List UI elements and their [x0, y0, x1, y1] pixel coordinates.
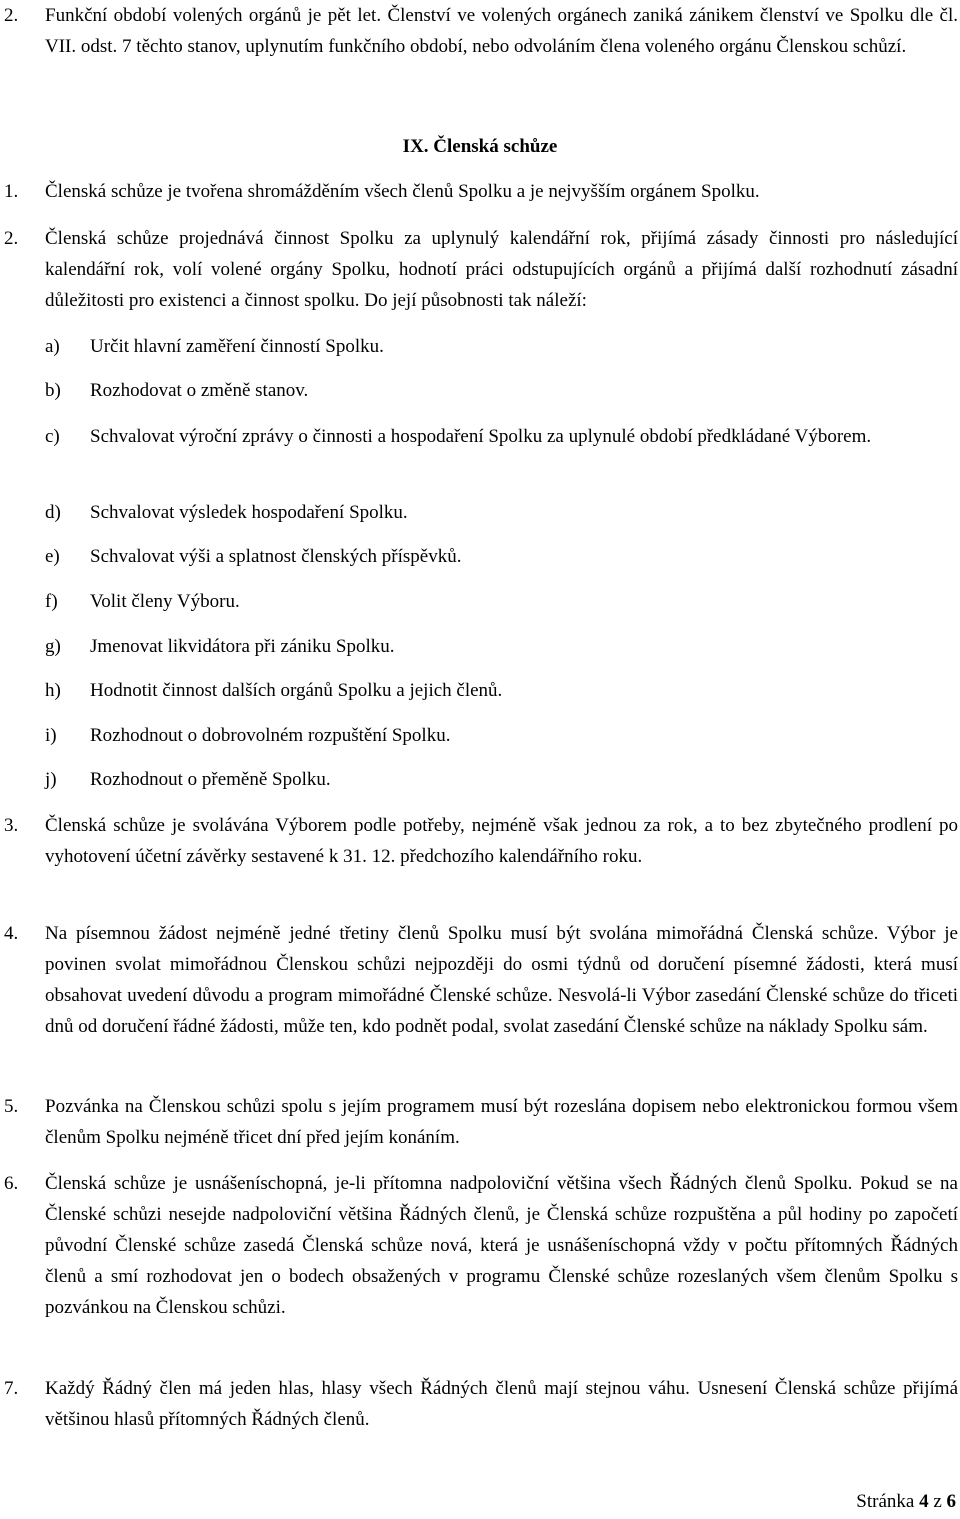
list-item — [45, 541, 958, 572]
list-item — [45, 586, 958, 617]
list-item — [45, 631, 958, 662]
paragraph-text: Členská schůze projednává činnost Spolku za uplynulý kalendářní rok, přijímá zásady činnosti pro následující kalendářní rok, volí volené orgány Spolku, hodnotí práci odstupujících orgánů a přijímá další rozhodnutí zásadní důležitosti pro existenci a činnost spolku. Do její působnosti tak náleží: — [45, 228, 958, 311]
list-item-letter: f) — [45, 591, 58, 612]
list-item-text: Určit hlavní zaměření činností Spolku. — [90, 336, 384, 357]
list-item-letter: c) — [45, 426, 60, 447]
list-item-text: Hodnotit činnost dalších orgánů Spolku a jejich členů. — [90, 680, 503, 701]
paragraph-number: 3. — [4, 815, 19, 836]
paragraph-number: 6. — [4, 1173, 19, 1194]
paragraph-2-terms — [0, 0, 958, 62]
list-item — [45, 421, 958, 452]
list-item — [45, 675, 958, 706]
paragraph-number: 2. — [4, 228, 19, 249]
paragraph-3 — [0, 810, 958, 872]
list-item-text: Rozhodovat o změně stanov. — [90, 380, 309, 401]
list-item-letter: h) — [45, 680, 61, 701]
list-item-text: Rozhodnout o dobrovolném rozpuštění Spolku. — [90, 725, 451, 746]
paragraph-text: Každý Řádný člen má jeden hlas, hlasy všech Řádných členů mají stejnou váhu. Usnesení Členská schůze přijímá většinou hlasů přítomných Řádných členů. — [45, 1378, 958, 1430]
current-page: 4 — [919, 1491, 929, 1512]
list-item-letter: e) — [45, 546, 60, 567]
paragraph-text: Členská schůze je tvořena shromážděním všech členů Spolku a je nejvyšším orgánem Spolku. — [45, 181, 760, 202]
list-item-letter: i) — [45, 725, 57, 746]
paragraph-1 — [0, 176, 958, 207]
list-item — [45, 375, 958, 406]
paragraph-text: Členská schůze je svolávána Výborem podle potřeby, nejméně však jednou za rok, a to bez zbytečného prodlení po vyhotovení účetní závěrky sestavené k 31. 12. předchozího kalendářního roku. — [45, 815, 958, 867]
list-item-letter: a) — [45, 336, 60, 357]
list-item — [45, 497, 958, 528]
list-item-text: Schvalovat výroční zprávy o činnosti a hospodaření Spolku za uplynulé období předkládané Výborem. — [90, 426, 872, 447]
paragraph-text: Pozvánka na Členskou schůzi spolu s jejím programem musí být rozeslána dopisem nebo elektronickou formou všem členům Spolku nejméně třicet dní před jejím konáním. — [45, 1096, 958, 1148]
list-item — [45, 331, 958, 362]
paragraph-4 — [0, 918, 958, 1042]
paragraph-number: 4. — [4, 923, 19, 944]
paragraph-number: 1. — [4, 181, 19, 202]
paragraph-text: Funkční období volených orgánů je pět let. Členství ve volených orgánech zaniká zánikem členství ve Spolku dle čl. VII. odst. 7 těchto stanov, uplynutím funkčního období, nebo odvoláním člena voleného orgánu Členskou schůzí. — [45, 5, 958, 57]
paragraph-7 — [0, 1373, 958, 1435]
list-item-text: Volit členy Výboru. — [90, 591, 240, 612]
list-item-letter: g) — [45, 636, 61, 657]
paragraph-5 — [0, 1091, 958, 1153]
list-item-letter: d) — [45, 502, 61, 523]
paragraph-text: Na písemnou žádost nejméně jedné třetiny členů Spolku musí být svolána mimořádná Členská schůze. Výbor je povinen svolat mimořádnou Členskou schůzi nejpozději do osmi týdnů od doručení písemné žádosti, která musí obsahovat uvedení důvodu a program mimořádné Členské schůze. Nesvolá-li Výbor zasedání Členské schůze do třiceti dnů od doručení řádné žádosti, může ten, kdo podnět podal, svolat zasedání Členské schůze na náklady Spolku sám. — [45, 923, 958, 1037]
list-item-text: Schvalovat výsledek hospodaření Spolku. — [90, 502, 408, 523]
list-item-letter: j) — [45, 769, 57, 790]
list-item-text: Schvalovat výši a splatnost členských příspěvků. — [90, 546, 462, 567]
page-separator: z — [933, 1491, 942, 1512]
page-label: Stránka — [856, 1491, 915, 1512]
paragraph-number: 5. — [4, 1096, 19, 1117]
page-number-footer — [856, 1489, 956, 1515]
paragraph-6 — [0, 1168, 958, 1323]
list-item — [45, 720, 958, 751]
paragraph-number: 2. — [4, 5, 19, 26]
total-pages: 6 — [946, 1491, 956, 1512]
list-item-letter: b) — [45, 380, 61, 401]
paragraph-2 — [0, 223, 958, 316]
list-item-text: Jmenovat likvidátora při zániku Spolku. — [90, 636, 395, 657]
paragraph-text: Členská schůze je usnášeníschopná, je-li přítomna nadpoloviční většina všech Řádných členů Spolku. Pokud se na Členské schůzi nesejde nadpoloviční většina Řádných členů, je Členská schůze rozpuštěna a půl hodiny po započetí původní Členské schůze zasedá Členská schůze nová, která je usnášeníschopná vždy v počtu přítomných Řádných členů a smí rozhodovat jen o bodech obsažených v programu Členské schůze rozeslaných všem členům Spolku s pozvánkou na Členskou schůzi. — [45, 1173, 958, 1318]
list-item — [45, 764, 958, 795]
paragraph-number: 7. — [4, 1378, 19, 1399]
list-item-text: Rozhodnout o přeměně Spolku. — [90, 769, 331, 790]
section-heading: IX. Členská schůze — [402, 136, 558, 157]
